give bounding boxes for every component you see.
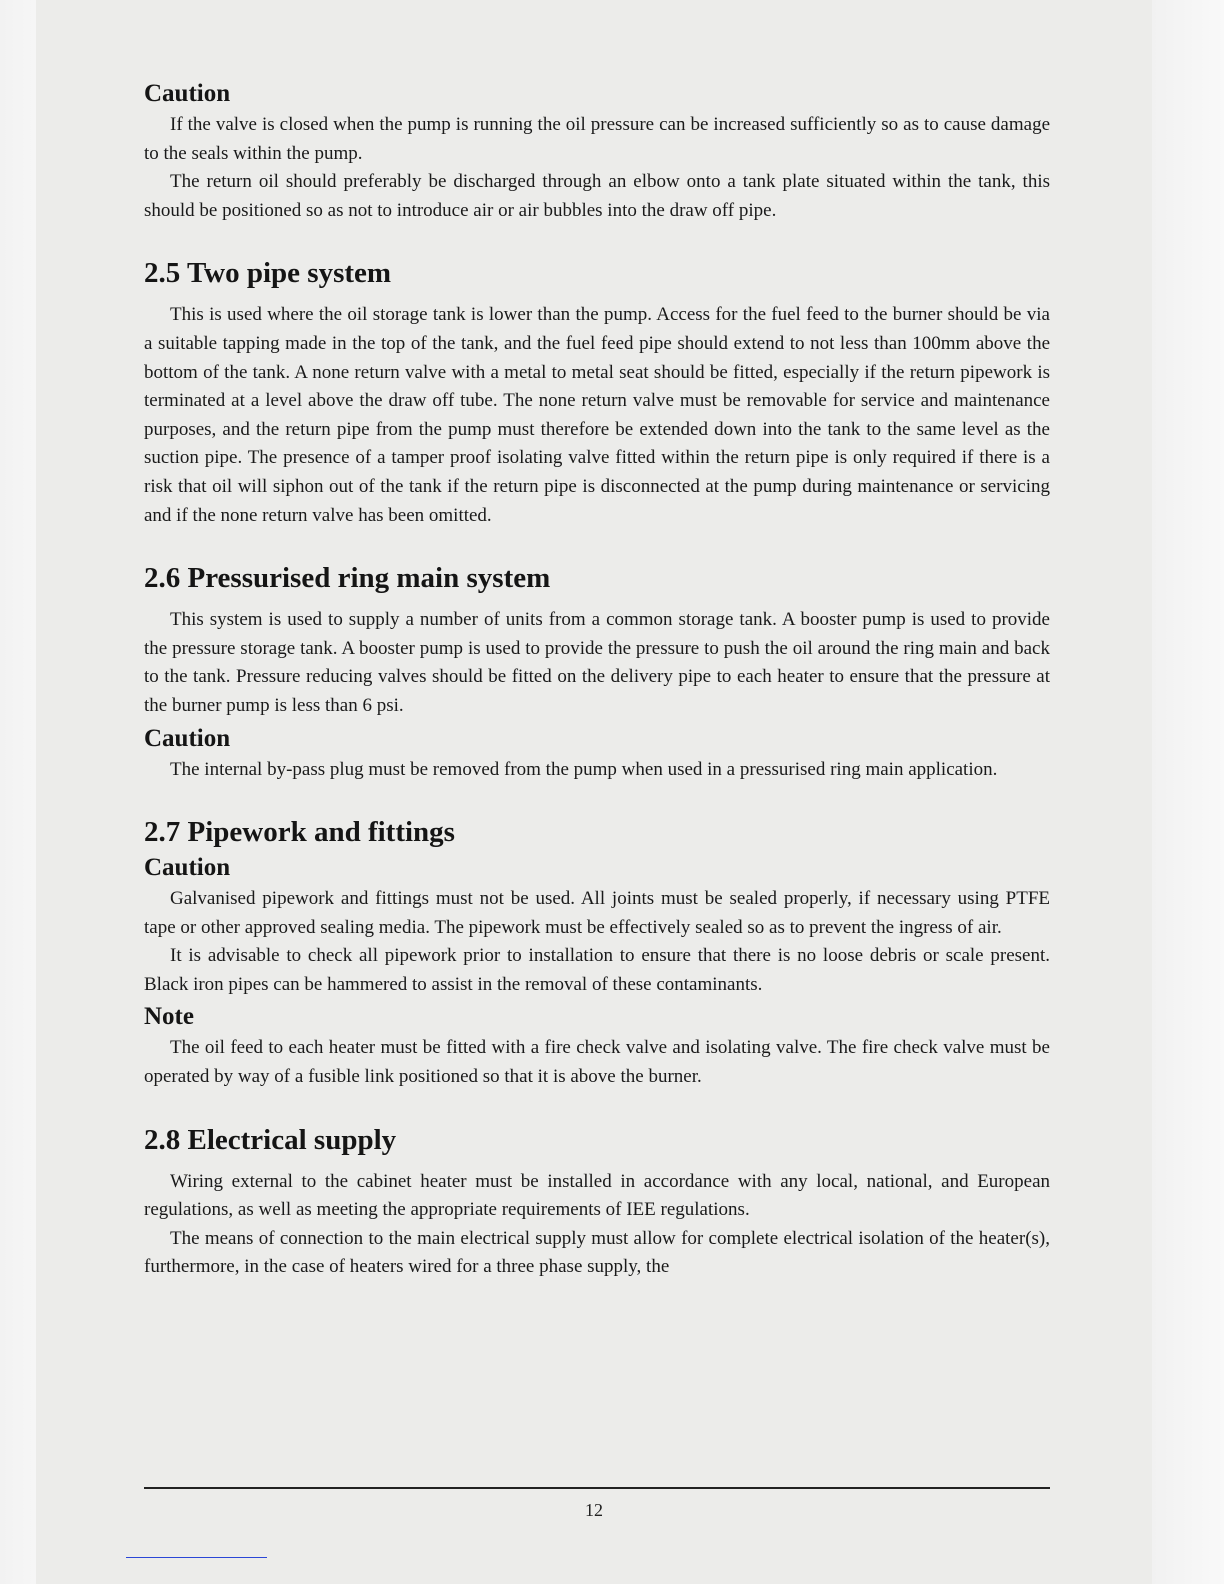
page-content [144, 78, 1050, 1282]
paragraph: Galvanised pipework and fittings must not be used. All joints must be sealed properly, if necessary using PTFE tape or other approved sealing media. The pipework must be effectively sealed so as to prevent the ingress of air. [144, 888, 1050, 938]
paragraph: The means of connection to the main electrical supply must allow for complete electrical isolation of the heater(s), furthermore, in the case of heaters wired for a three phase supply, the [144, 1227, 1050, 1278]
caution-heading: Caution [144, 724, 231, 752]
scan-margin-left [0, 0, 36, 1584]
document-page [36, 0, 1152, 1584]
caution-heading: Caution [144, 854, 231, 882]
section-heading-2-5: 2.5 Two pipe system [144, 257, 392, 290]
note-heading: Note [144, 1003, 194, 1031]
caution-heading: Caution [144, 80, 231, 107]
paragraph: This is used where the oil storage tank is lower than the pump. Access for the fuel feed to the burner should be via a suitable tapping made in the top of the tank, and the fuel feed pipe should extend to not less than 100mm above the bottom of the tank. A none return valve with a metal to metal seat should be fitted, especially if the return pipework is terminated at a level above the draw off tube. The none return valve must be removable for service and maintenance purposes, and the return pipe from the pump must therefore be extended down into the tank to the same level as the suction pipe. The presence of a tamper proof isolating valve fitted within the return pipe is only required if there is a risk that oil will siphon out of the tank if the return pipe is disconnected at the pump during maintenance or servicing and if the none return valve has been omitted. [144, 304, 1050, 526]
paragraph: It is advisable to check all pipework prior to installation to ensure that there is no loose debris or scale present. Black iron pipes can be hammered to assist in the removal of these contaminants. [144, 945, 1050, 995]
scan-artifact-line [126, 1557, 267, 1558]
page-number: 12 [585, 1500, 603, 1520]
paragraph: If the valve is closed when the pump is running the oil pressure can be increased sufficiently so as to cause damage to the seals within the pump. [144, 114, 1050, 164]
scan-margin-right [1152, 0, 1224, 1584]
footer-rule [144, 1487, 1050, 1489]
section-heading-2-6: 2.6 Pressurised ring main system [144, 562, 551, 595]
paragraph: The oil feed to each heater must be fitted with a fire check valve and isolating valve. The fire check valve must be operated by way of a fusible link positioned so that it is above the burner. [144, 1037, 1050, 1088]
paragraph: Wiring external to the cabinet heater must be installed in accordance with any local, national, and European regulations, as well as meeting the appropriate requirements of IEE regulations. [144, 1170, 1050, 1221]
paragraph: This system is used to supply a number of units from a common storage tank. A booster pump is used to provide the pressure storage tank. A booster pump is used to provide the pressure to push the oil around the ring main and back to the tank. Pressure reducing valves should be fitted on the delivery pipe to each heater to ensure that the pressure at the burner pump is less than 6 psi. [144, 609, 1050, 716]
section-heading-2-8: 2.8 Electrical supply [144, 1123, 397, 1156]
section-heading-2-7: 2.7 Pipework and fittings [144, 816, 455, 849]
paragraph: The return oil should preferably be discharged through an elbow onto a tank plate situated within the tank, this should be positioned so as not to introduce air or air bubbles into the draw off pipe. [144, 171, 1050, 221]
paragraph: The internal by-pass plug must be removed from the pump when used in a pressurised ring main application. [170, 758, 998, 780]
